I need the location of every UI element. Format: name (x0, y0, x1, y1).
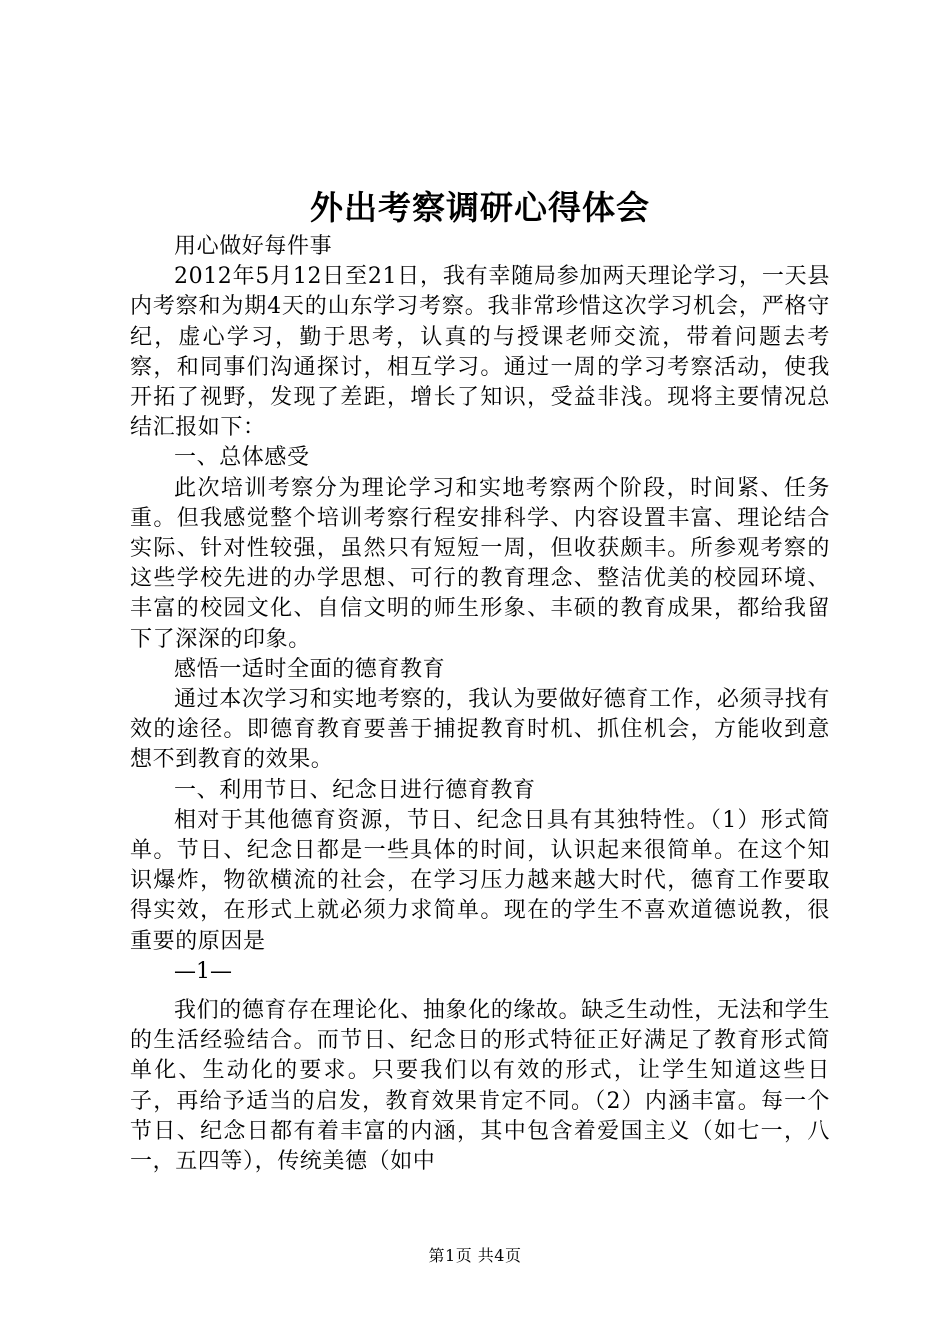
body-text-part2 (130, 996, 830, 1177)
page-footer: 第1页 共4页 (428, 1246, 522, 1265)
section-heading: 感悟一适时全面的德育教育 (174, 656, 446, 682)
body-text-part1 (130, 232, 830, 987)
paragraph: 用心做好每件事 (174, 234, 333, 259)
section-heading: 一、利用节日、纪念日进行德育教育 (174, 777, 536, 803)
paragraph: 此次培训考察分为理论学习和实地考察两个阶段，时间紧、任务重。但我感觉整个培训考察行程安排科学、内容设置丰富、理论结合实际、针对性较强，虽然只有短短一周，但收获颇丰。所参观考察的这些学校先进的办学思想、可行的教育理念、整洁优美的校园环境、丰富的校园文化、自信文明的师生形象、丰硕的教育成果，都给我留下了深深的印象。 (130, 475, 830, 652)
section-heading: 一、总体感受 (174, 445, 310, 471)
paragraph: 通过本次学习和实地考察的，我认为要做好德育工作，必须寻找有效的途径。即德育教育要善于捕捉教育时机、抓住机会，方能收到意想不到教育的效果。 (130, 687, 830, 773)
paragraph: 相对于其他德育资源，节日、纪念日具有其独特性。（1）形式简单。节日、纪念日都是一些具体的时间，认识起来很简单。在这个知识爆炸，物欲横流的社会，在学习压力越来越大时代，德育工作要取得实效，在形式上就必须力求简单。现在的学生不喜欢道德说教，很重要的原因是 (130, 807, 830, 954)
inner-page-marker: —1— (174, 958, 232, 984)
document-title: 外出考察调研心得体会 (310, 188, 650, 227)
paragraph: 我们的德育存在理论化、抽象化的缘故。缺乏生动性，无法和学生的生活经验结合。而节日、纪念日的形式特征正好满足了教育形式简单化、生动化的要求。只要我们以有效的形式，让学生知道这些日子，再给予适当的启发，教育效果肯定不同。（2）内涵丰富。每一个节日、纪念日都有着丰富的内涵，其中包含着爱国主义（如七一，八一，五四等），传统美德（如中 (130, 998, 830, 1175)
paragraph: 2012年5月12日至21日，我有幸随局参加两天理论学习，一天县内考察和为期4天的山东学习考察。我非常珍惜这次学习机会，严格守纪，虚心学习，勤于思考，认真的与授课老师交流，带着问题去考察，和同事们沟通探讨，相互学习。通过一周的学习考察活动，使我开拓了视野，发现了差距，增长了知识，受益非浅。现将主要情况总结汇报如下： (130, 264, 830, 441)
